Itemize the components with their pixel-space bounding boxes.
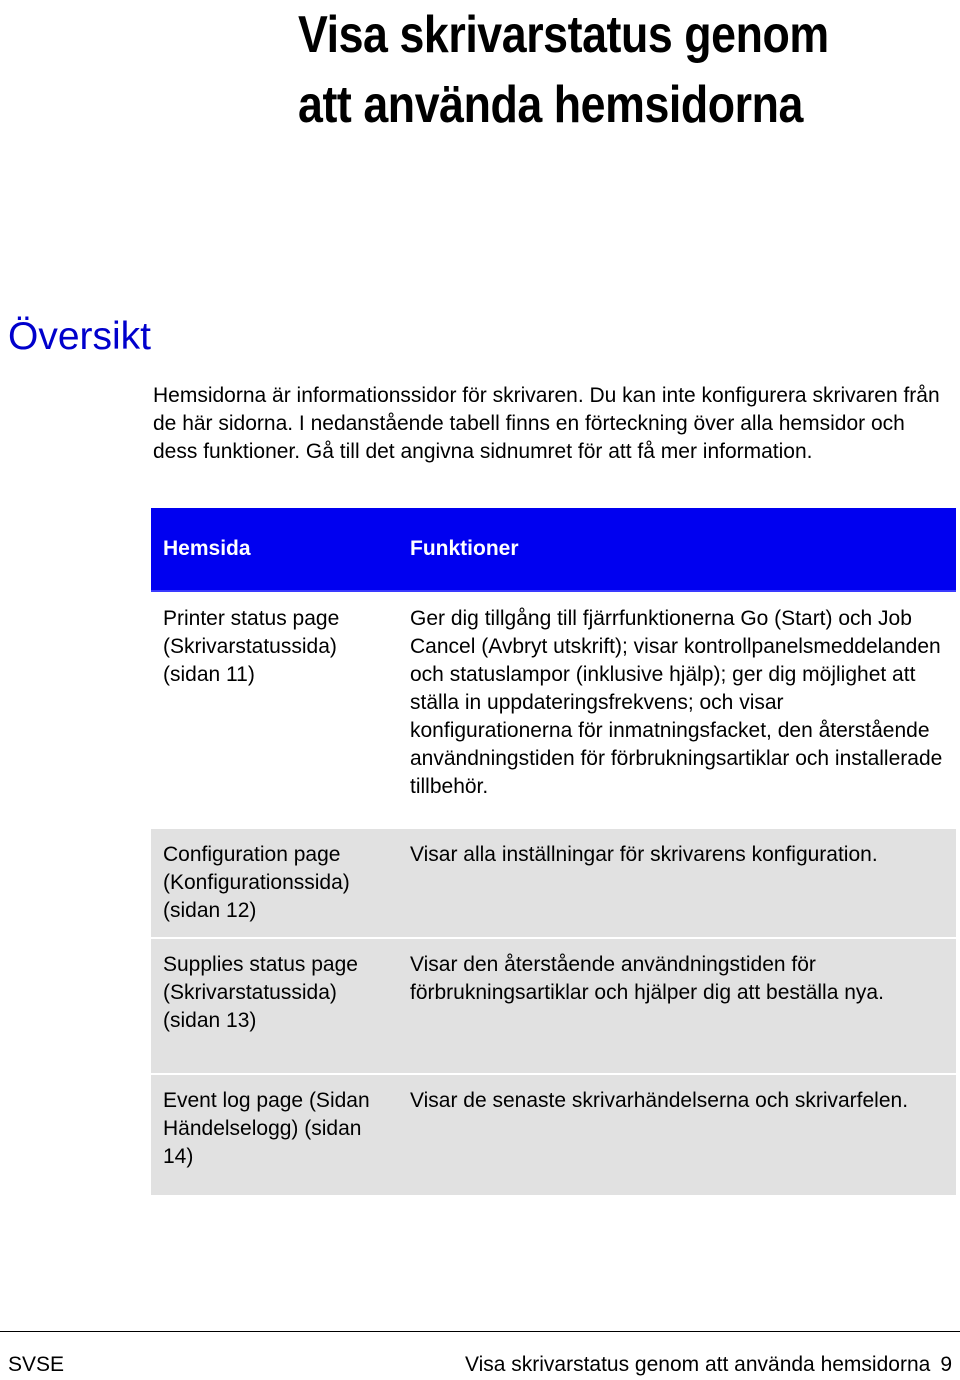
chapter-title-line-1: Visa skrivarstatus genom [298, 6, 829, 64]
table-row [151, 591, 956, 828]
table-header-row [151, 508, 956, 591]
chapter-title [298, 0, 857, 140]
page-number: 9 [940, 1353, 952, 1376]
footer-divider [0, 1331, 960, 1332]
homepages-table-container [151, 508, 956, 1195]
table-row [151, 1074, 956, 1195]
functions-cell: Visar den återstående användningstiden för förbrukningsartiklar och hjälper dig att beställa nya. [399, 938, 956, 1074]
footer-running-title-group [465, 1352, 952, 1378]
functions-cell: Ger dig tillgång till fjärrfunktionerna Go (Start) och Job Cancel (Avbryt utskrift); visar kontrollpanelsmeddelanden och statuslampor (inklusive hjälp); ger dig möjlighet att ställa in uppdateringsfrekvens; och visar konfigurationerna för inmatningsfacket, den återstående användningstiden för förbrukningsartiklar och installerade tillbehör. [399, 591, 956, 828]
chapter-title-line-2: att använda hemsidorna [298, 76, 803, 134]
table-row [151, 828, 956, 938]
page-cell: Configuration page (Konfigurationssida) (sidan 12) [151, 828, 399, 938]
column-header-page: Hemsida [151, 508, 399, 591]
functions-cell: Visar de senaste skrivarhändelserna och skrivarfelen. [399, 1074, 956, 1195]
homepages-table [151, 508, 956, 1195]
footer-language-code: SVSE [8, 1353, 65, 1376]
page-cell: Printer status page (Skrivarstatussida) (sidan 11) [151, 591, 399, 828]
intro-paragraph: Hemsidorna är informationssidor för skrivaren. Du kan inte konfigurera skrivaren från de här sidorna. I nedanstående tabell finns en förteckning över alla hemsidor och dess funktioner. Gå till det angivna sidnumret för att få mer information. [153, 384, 940, 463]
table-row [151, 938, 956, 1074]
functions-cell: Visar alla inställningar för skrivarens konfiguration. [399, 828, 956, 938]
footer-running-title: Visa skrivarstatus genom att använda hemsidorna [464, 1353, 931, 1376]
column-header-functions: Funktioner [399, 508, 956, 591]
page-cell: Event log page (Sidan Händelselogg) (sidan 14) [151, 1074, 399, 1195]
page-cell: Supplies status page (Skrivarstatussida) (sidan 13) [151, 938, 399, 1074]
section-heading: Översikt [8, 315, 152, 358]
